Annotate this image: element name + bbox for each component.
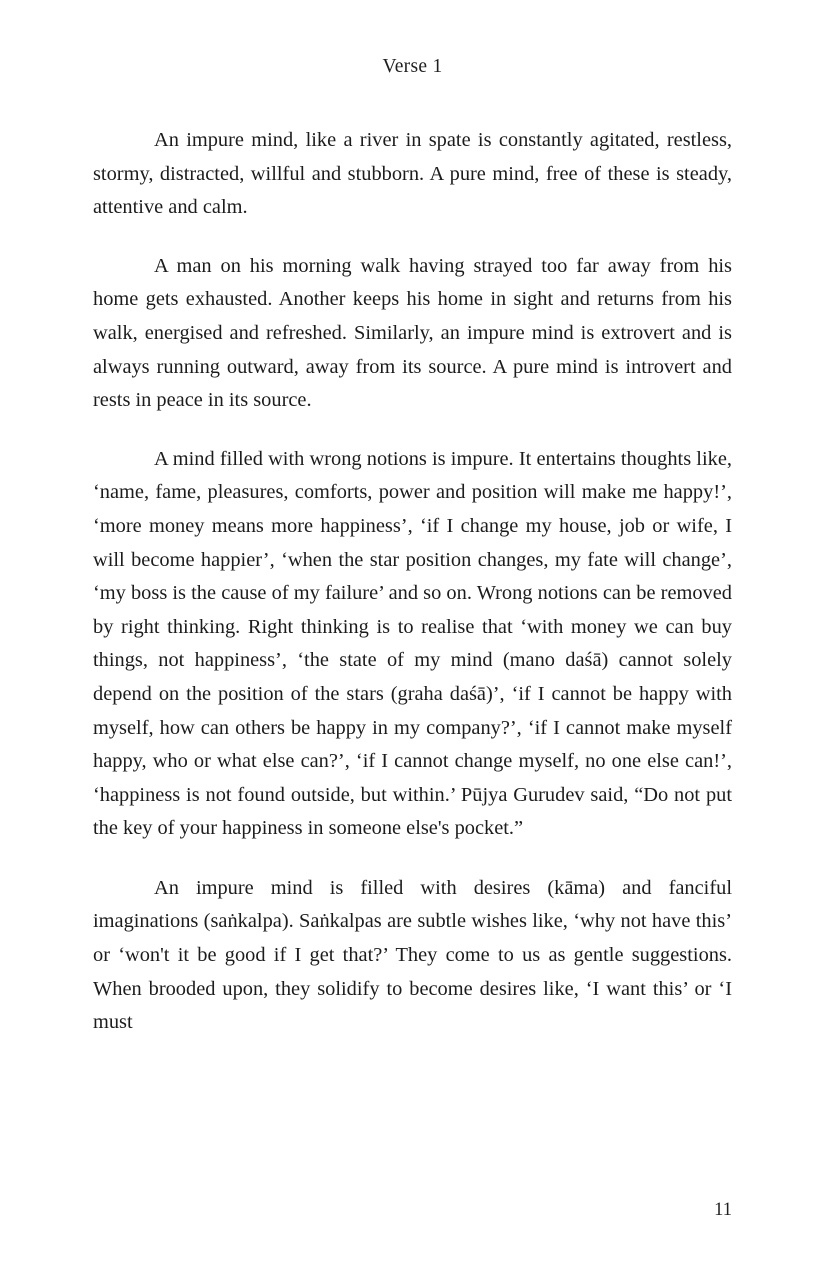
running-head-verse-title: Verse 1 bbox=[382, 56, 443, 77]
body-paragraph: A man on his morning walk having strayed too far away from his home gets exhausted. Another keeps his home in sight and returns from his walk, energised and refreshed. Similarly, an impure mind is extrovert and is always running outward, away from its source. A pure mind is introvert and rests in peace in its source. bbox=[93, 254, 732, 412]
page-number: 11 bbox=[714, 1200, 732, 1220]
body-paragraph: An impure mind is filled with desires (kāma) and fanciful imaginations (saṅkalpa). Saṅkalpas are subtle wishes like, ‘why not have this’ or ‘won't it be good if I get that?’ They come to us as gentle suggestions. When brooded upon, they solidify to become desires like, ‘I want this’ or ‘I must bbox=[93, 876, 732, 1034]
body-paragraph: A mind filled with wrong notions is impure. It entertains thoughts like, ‘name, fame, pleasures, comforts, power and position will make me happy!’, ‘more money means more happiness’, ‘if I change my house, job or wife, I will become happier’, ‘when the star position changes, my fate will change’, ‘my boss is the cause of my failure’ and so on. Wrong notions can be removed by right thinking. Right thinking is to realise that ‘with money we can buy things, not happiness’, ‘the state of my mind (mano daśā) cannot solely depend on the position of the stars (graha daśā)’, ‘if I cannot be happy with myself, how can others be happy in my company?’, ‘if I cannot make myself happy, who or what else can?’, ‘if I cannot change myself, no one else can!’, ‘happiness is not found outside, but within.’ Pūjya Gurudev said, “Do not put the key of your happiness in someone else's pocket.” bbox=[93, 447, 732, 840]
body-paragraph: An impure mind, like a river in spate is constantly agitated, restless, stormy, distracted, willful and stubborn. A pure mind, free of these is steady, attentive and calm. bbox=[93, 129, 732, 219]
body-text-block bbox=[93, 124, 732, 1040]
